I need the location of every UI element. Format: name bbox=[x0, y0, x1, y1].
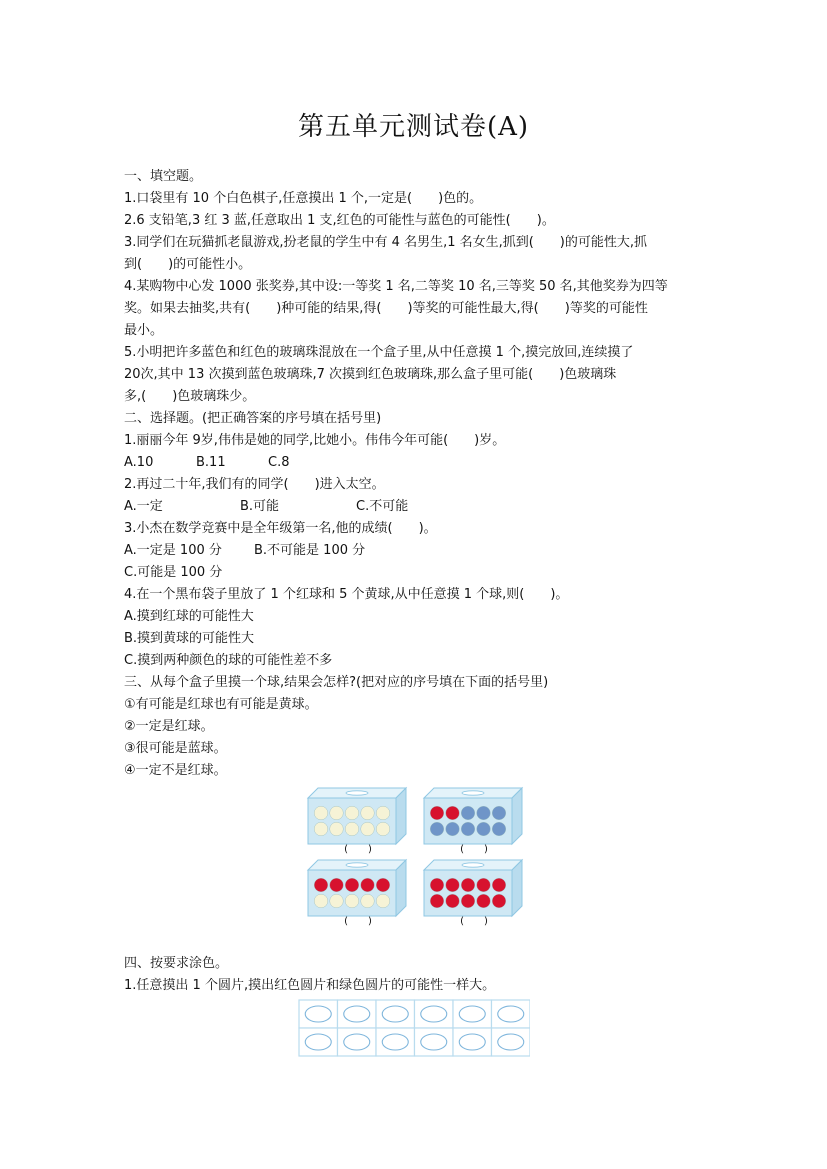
option-a: A.10 bbox=[124, 455, 154, 470]
box-drawing bbox=[422, 786, 526, 846]
s1-question-5-line3: 多,( )色玻璃珠少。 bbox=[124, 389, 256, 404]
ball-box-3 bbox=[306, 858, 410, 918]
worksheet-body bbox=[124, 166, 709, 782]
box-1-answer-blank: ( ) bbox=[344, 844, 372, 855]
ball-blue bbox=[461, 822, 475, 836]
ball-red bbox=[430, 806, 444, 820]
ball-cream bbox=[314, 894, 328, 908]
disc-oval[interactable] bbox=[498, 1006, 524, 1022]
disc-oval[interactable] bbox=[305, 1006, 331, 1022]
box-drawing bbox=[306, 858, 410, 918]
ball-red bbox=[461, 894, 475, 908]
s2-question-1-options bbox=[124, 452, 709, 474]
disc-grid-drawing bbox=[298, 999, 530, 1059]
disc-oval[interactable] bbox=[459, 1006, 485, 1022]
ball-red bbox=[430, 894, 444, 908]
ball-blue bbox=[492, 822, 506, 836]
s1-question-5-line2: 20次,其中 13 次摸到蓝色玻璃珠,7 次摸到红色玻璃珠,那么盒子里可能( )色玻璃珠 bbox=[124, 367, 617, 382]
ball-cream bbox=[345, 822, 359, 836]
disc-oval[interactable] bbox=[421, 1006, 447, 1022]
section-3-heading: 三、从每个盒子里摸一个球,结果会怎样?(把对应的序号填在下面的括号里) bbox=[124, 675, 549, 690]
ball-cream bbox=[314, 822, 328, 836]
ball-blue bbox=[492, 806, 506, 820]
disc-oval[interactable] bbox=[344, 1034, 370, 1050]
s4-question-1: 1.任意摸出 1 个圆片,摸出红色圆片和绿色圆片的可能性一样大。 bbox=[124, 978, 496, 993]
s3-item-3: ③很可能是蓝球。 bbox=[124, 741, 227, 756]
ball-cream bbox=[361, 822, 375, 836]
ball-blue bbox=[446, 822, 460, 836]
option-c: C.摸到两种颜色的球的可能性差不多 bbox=[124, 653, 333, 668]
ball-cream bbox=[314, 806, 328, 820]
ball-red bbox=[330, 878, 344, 892]
option-a: A.一定 bbox=[124, 499, 163, 514]
coloring-grid bbox=[298, 999, 530, 1063]
s1-question-4-line1: 4.某购物中心发 1000 张奖券,其中设:一等奖 1 名,二等奖 10 名,三等奖 50 名,其他奖券为四等 bbox=[124, 279, 668, 294]
ball-red bbox=[446, 894, 460, 908]
box-4-answer-blank: ( ) bbox=[460, 916, 488, 927]
s1-question-2: 2.6 支铅笔,3 红 3 蓝,任意取出 1 支,红色的可能性与蓝色的可能性( )。 bbox=[124, 213, 555, 228]
ball-box-2 bbox=[422, 786, 526, 846]
s1-question-5-line1: 5.小明把许多蓝色和红色的玻璃珠混放在一个盒子里,从中任意摸 1 个,摸完放回,连续摸了 bbox=[124, 345, 634, 360]
disc-oval[interactable] bbox=[421, 1034, 447, 1050]
section-4 bbox=[124, 953, 495, 997]
ball-cream bbox=[345, 806, 359, 820]
box-3-answer-blank: ( ) bbox=[344, 916, 372, 927]
ball-cream bbox=[376, 894, 390, 908]
ball-box-4 bbox=[422, 858, 526, 918]
ball-cream bbox=[361, 894, 375, 908]
ball-cream bbox=[330, 822, 344, 836]
ball-red bbox=[492, 894, 506, 908]
s2-question-4: 4.在一个黑布袋子里放了 1 个红球和 5 个黄球,从中任意摸 1 个球,则( )。 bbox=[124, 587, 569, 602]
s2-question-3-options bbox=[124, 540, 709, 562]
s1-question-4-line2: 奖。如果去抽奖,共有( )种可能的结果,得( )等奖的可能性最大,得( )等奖的可能性 bbox=[124, 301, 648, 316]
s2-question-2: 2.再过二十年,我们有的同学( )进入太空。 bbox=[124, 477, 385, 492]
ball-red bbox=[461, 878, 475, 892]
box-slot bbox=[346, 863, 368, 867]
disc-oval[interactable] bbox=[344, 1006, 370, 1022]
option-c: C.不可能 bbox=[356, 499, 409, 514]
ball-red bbox=[430, 878, 444, 892]
ball-red bbox=[446, 878, 460, 892]
box-drawing bbox=[422, 858, 526, 918]
ball-red bbox=[477, 894, 491, 908]
ball-red bbox=[492, 878, 506, 892]
option-a: A.摸到红球的可能性大 bbox=[124, 609, 254, 624]
ball-cream bbox=[345, 894, 359, 908]
s1-question-3-line2: 到( )的可能性小。 bbox=[124, 257, 252, 272]
s3-item-4: ④一定不是红球。 bbox=[124, 763, 227, 778]
option-a: A.一定是 100 分 bbox=[124, 543, 222, 558]
ball-cream bbox=[330, 894, 344, 908]
box-slot bbox=[462, 863, 484, 867]
section-2-heading: 二、选择题。(把正确答案的序号填在括号里) bbox=[124, 411, 382, 426]
page-title: 第五单元测试卷(A) bbox=[297, 112, 530, 142]
option-c: C.可能是 100 分 bbox=[124, 565, 223, 580]
disc-oval[interactable] bbox=[382, 1006, 408, 1022]
ball-red bbox=[376, 878, 390, 892]
option-b: B.可能 bbox=[240, 499, 280, 514]
option-b: B.摸到黄球的可能性大 bbox=[124, 631, 255, 646]
s1-question-1: 1.口袋里有 10 个白色棋子,任意摸出 1 个,一定是( )色的。 bbox=[124, 191, 483, 206]
ball-blue bbox=[430, 822, 444, 836]
s2-question-2-options bbox=[124, 496, 709, 518]
ball-box-1 bbox=[306, 786, 410, 846]
ball-blue bbox=[461, 806, 475, 820]
ball-red bbox=[446, 806, 460, 820]
s3-item-1: ①有可能是红球也有可能是黄球。 bbox=[124, 697, 318, 712]
s1-question-4-line3: 最小。 bbox=[124, 323, 164, 338]
ball-blue bbox=[477, 806, 491, 820]
option-b: B.不可能是 100 分 bbox=[254, 543, 366, 558]
option-c: C.8 bbox=[268, 455, 290, 470]
section-4-heading: 四、按要求涂色。 bbox=[124, 956, 229, 971]
box-slot bbox=[346, 791, 368, 795]
ball-red bbox=[477, 878, 491, 892]
box-drawing bbox=[306, 786, 410, 846]
box-2-answer-blank: ( ) bbox=[460, 844, 488, 855]
box-slot bbox=[462, 791, 484, 795]
disc-oval[interactable] bbox=[459, 1034, 485, 1050]
ball-cream bbox=[376, 822, 390, 836]
ball-red bbox=[314, 878, 328, 892]
s3-item-2: ②一定是红球。 bbox=[124, 719, 214, 734]
ball-red bbox=[361, 878, 375, 892]
ball-blue bbox=[477, 822, 491, 836]
ball-cream bbox=[376, 806, 390, 820]
s2-question-1: 1.丽丽今年 9岁,伟伟是她的同学,比她小。伟伟今年可能( )岁。 bbox=[124, 433, 506, 448]
option-b: B.11 bbox=[196, 455, 226, 470]
ball-cream bbox=[361, 806, 375, 820]
disc-oval[interactable] bbox=[382, 1034, 408, 1050]
s1-question-3-line1: 3.同学们在玩猫抓老鼠游戏,扮老鼠的学生中有 4 名男生,1 名女生,抓到( )的可能性大,抓 bbox=[124, 235, 648, 250]
disc-oval[interactable] bbox=[498, 1034, 524, 1050]
disc-oval[interactable] bbox=[305, 1034, 331, 1050]
section-1-heading: 一、填空题。 bbox=[124, 169, 203, 184]
s2-question-3: 3.小杰在数学竞赛中是全年级第一名,他的成绩( )。 bbox=[124, 521, 437, 536]
ball-cream bbox=[330, 806, 344, 820]
ball-red bbox=[345, 878, 359, 892]
